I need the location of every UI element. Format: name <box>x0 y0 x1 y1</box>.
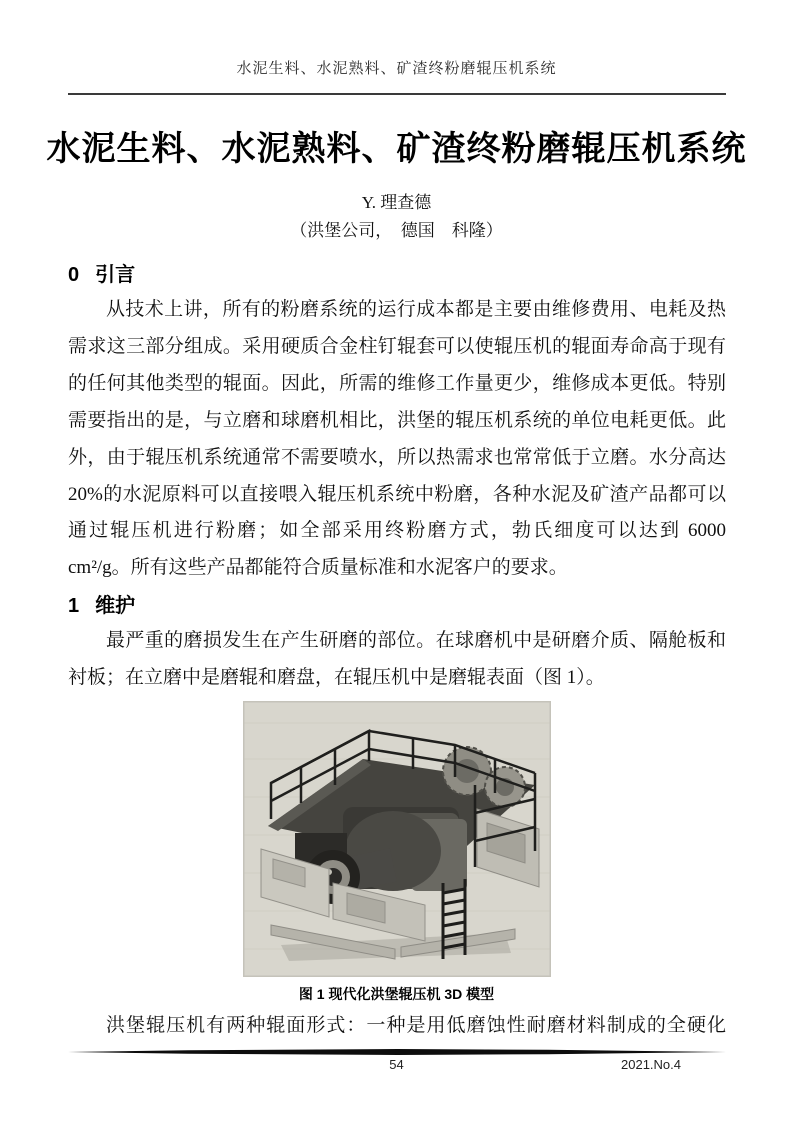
author-affiliation: （洪堡公司， 德国 科隆） <box>290 221 503 240</box>
article-title: 水泥生料、水泥熟料、矿渣终粉磨辊压机系统 <box>46 130 747 168</box>
footer-page-number: 54 <box>389 1057 404 1072</box>
section-heading-maintenance <box>68 589 726 618</box>
author-name: Y. 理查德 <box>361 193 432 212</box>
section-label: 引言 <box>95 264 136 286</box>
paragraph-closing: 洪堡辊压机有两种辊面形式：一种是用低磨蚀性耐磨材料制成的全硬化 <box>106 1015 726 1036</box>
paragraph-maintenance: 最严重的磨损发生在产生研磨的部位。在球磨机中是研磨介质、隔舱板和衬板；在立磨中是磨辊和磨盘，在辊压机中是磨辊表面（图 1）。 <box>68 630 726 688</box>
footer-rule <box>68 1049 726 1055</box>
section-number: 0 <box>68 264 80 286</box>
section-number: 1 <box>68 595 80 617</box>
header-rule <box>68 93 726 95</box>
figure-1-caption: 图 1 现代化洪堡辊压机 3D 模型 <box>298 986 495 1002</box>
running-head: 水泥生料、水泥熟料、矿渣终粉磨辊压机系统 <box>236 61 557 77</box>
section-label: 维护 <box>95 595 136 617</box>
footer-issue: 2021.No.4 <box>621 1057 681 1072</box>
paragraph-intro: 从技术上讲，所有的粉磨系统的运行成本都是主要由维修费用、电耗及热需求这三部分组成。采用硬质合金柱钉辊套可以使辊压机的辊面寿命高于现有的任何其他类型的辊面。因此，所需的维修工作量更少，维修成本更低。特别需要指出的是，与立磨和球磨机相比，洪堡的辊压机系统的单位电耗更低。此外，由于辊压机系统通常不需要喷水，所以热需求也常常低于立磨。水分高达 20%的水泥原料可以直接喂入辊压机系统中粉磨，各种水泥及矿渣产品都可以通过辊压机进行粉磨；如全部采用终粉磨方式，勃氏细度可以达到 6000 cm²/g。所有这些产品都能符合质量标准和水泥客户的要求。 <box>68 299 726 579</box>
roller-press-illustration <box>243 701 551 977</box>
section-heading-intro <box>68 258 726 287</box>
figure-1-image <box>243 701 551 977</box>
